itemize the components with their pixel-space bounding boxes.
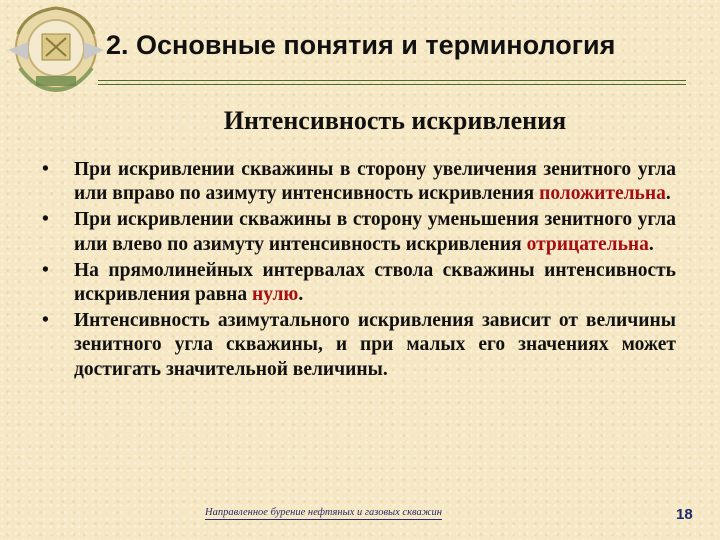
highlight-word: нулю <box>251 284 299 306</box>
university-emblem-icon <box>6 4 106 96</box>
title-divider <box>98 80 686 85</box>
bullet-item: • При искривлении скважины в сторону уменьшения зенитного угла или влево по азимуту интенсивность искривления отрицательна. <box>42 209 676 255</box>
bullet-icon: • <box>42 259 49 281</box>
bullet-item: • При искривлении скважины в сторону увеличения зенитного угла или вправо по азимуту интенсивность искривления положительна. <box>42 159 676 205</box>
slide-subtitle: Интенсивность искривления <box>223 106 567 135</box>
page-number: 18 <box>676 506 693 523</box>
bullet-icon: • <box>42 209 49 231</box>
bullet-icon: • <box>42 310 49 332</box>
highlight-word: отрицательна <box>526 233 649 255</box>
bullet-item: • Интенсивность азимутального искривления зависит от величины зенитного угла скважины, и при малых его значениях может достигать значительной величины. <box>42 310 676 380</box>
bullet-item: • На прямолинейных интервалах ствола скважины интенсивность искривления равна нулю. <box>42 259 676 306</box>
highlight-word: положительна <box>539 183 666 205</box>
bullet-icon: • <box>42 159 49 180</box>
footer-caption[interactable]: Направленное бурение нефтяных и газовых скважин <box>205 507 442 518</box>
slide-title: 2. Основные понятия и терминология <box>106 30 616 60</box>
bullet-list <box>42 158 676 384</box>
